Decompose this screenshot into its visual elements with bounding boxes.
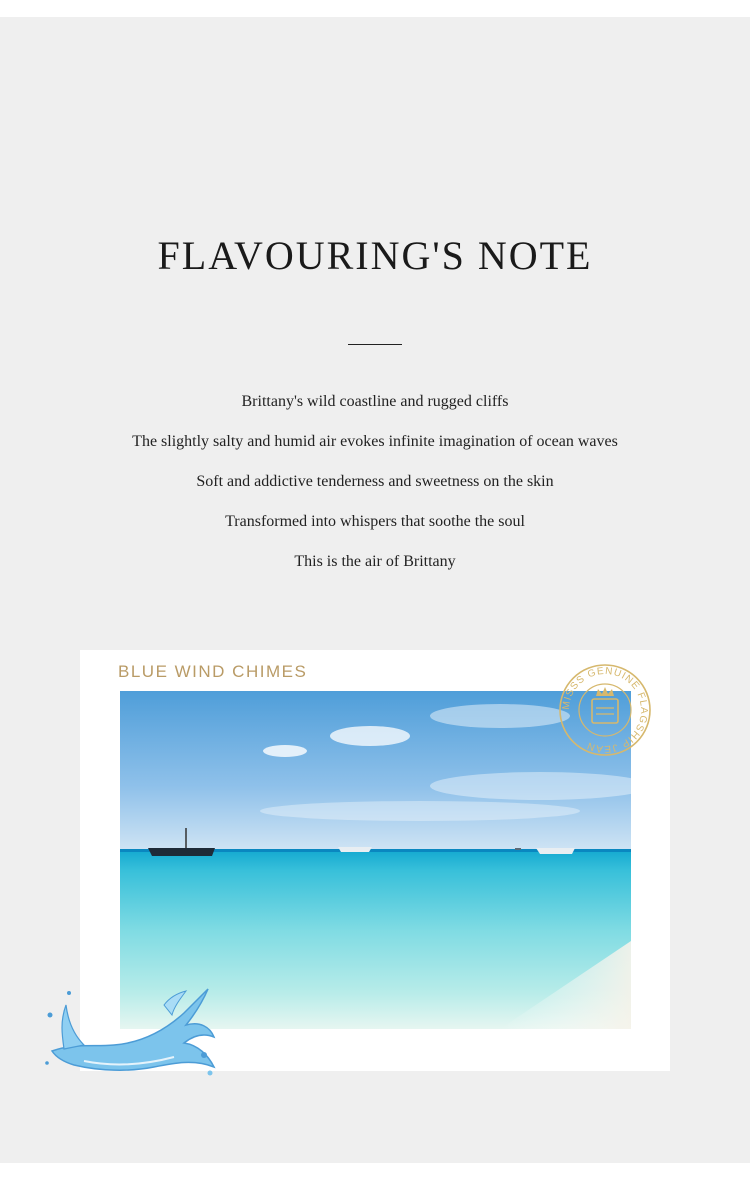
water-splash-icon: [44, 985, 219, 1080]
poem-line: The slightly salty and humid air evokes infinite imagination of ocean waves: [132, 433, 618, 450]
poem-lines: [0, 391, 750, 591]
poem-line: Transformed into whispers that soothe the soul: [225, 513, 525, 530]
poem-line: Soft and addictive tenderness and sweetness on the skin: [196, 473, 554, 490]
card-label: BLUE WIND CHIMES: [118, 662, 308, 681]
poem-line: This is the air of Brittany: [294, 553, 456, 570]
beach-photo: [120, 691, 631, 1029]
title-divider: [348, 344, 402, 345]
page-title: FLAVOURING'S NOTE: [157, 233, 593, 278]
svg-text:MISSS GENUINE FLAGSHIP JEAN: MISSS GENUINE FLAGSHIP JEAN: [560, 665, 650, 755]
genuine-flagship-stamp-icon: [558, 663, 652, 757]
poem-line: Brittany's wild coastline and rugged cliffs: [241, 393, 509, 410]
